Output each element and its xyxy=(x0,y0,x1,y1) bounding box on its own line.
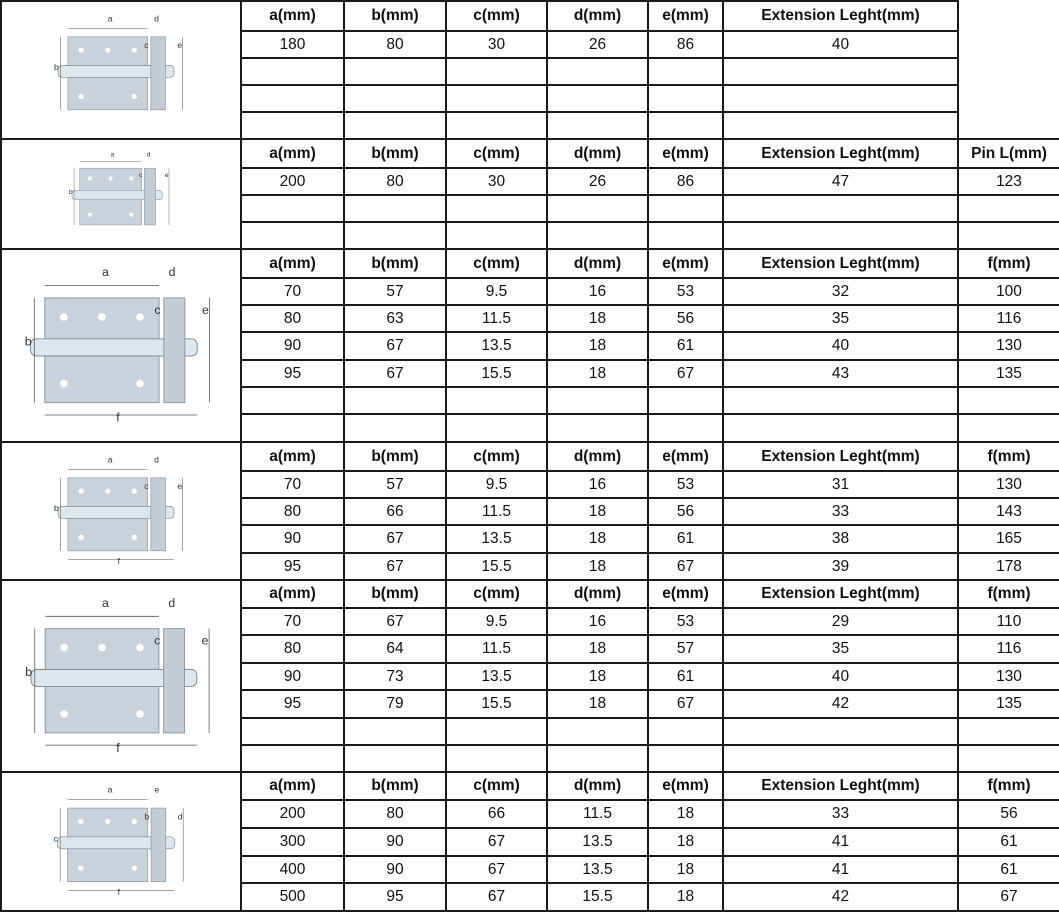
column-header: e(mm) xyxy=(648,249,723,278)
table-cell: 38 xyxy=(723,525,958,553)
table-cell xyxy=(344,718,446,745)
column-header: f(mm) xyxy=(958,772,1059,800)
table-cell xyxy=(547,745,648,772)
table-cell: 90 xyxy=(241,663,344,690)
dimension-label: a xyxy=(107,13,113,24)
table-cell: 15.5 xyxy=(446,690,547,718)
table-cell: 67 xyxy=(344,553,446,580)
table-cell: 143 xyxy=(958,498,1059,525)
table-cell xyxy=(446,414,547,442)
table-cell: 53 xyxy=(648,608,723,635)
table-cell: 86 xyxy=(648,168,723,195)
table-cell: 13.5 xyxy=(446,663,547,690)
column-header: c(mm) xyxy=(446,249,547,278)
table-cell: 42 xyxy=(723,883,958,911)
table-cell: 18 xyxy=(648,828,723,856)
table-cell: 15.5 xyxy=(446,553,547,580)
table-cell xyxy=(446,718,547,745)
table-cell xyxy=(446,745,547,772)
table-cell: 43 xyxy=(723,360,958,387)
dimension-label: c xyxy=(154,633,161,648)
table-cell: 56 xyxy=(648,305,723,332)
latch-product-image xyxy=(1,442,241,580)
table-cell: 18 xyxy=(547,635,648,663)
table-cell: 61 xyxy=(958,828,1059,856)
table-cell: 35 xyxy=(723,635,958,663)
column-header: f(mm) xyxy=(958,580,1059,608)
table-cell: 18 xyxy=(547,690,648,718)
table-cell: 165 xyxy=(958,525,1059,553)
table-cell: 110 xyxy=(958,608,1059,635)
table-cell: 73 xyxy=(344,663,446,690)
table-cell: 11.5 xyxy=(446,498,547,525)
dimension-label: e xyxy=(154,784,160,795)
table-cell: 56 xyxy=(648,498,723,525)
dimension-label: b xyxy=(144,811,150,822)
table-cell xyxy=(241,58,344,85)
table-cell: 18 xyxy=(648,883,723,911)
table-cell: 135 xyxy=(958,690,1059,718)
table-cell: 18 xyxy=(648,800,723,828)
dimension-label: d xyxy=(154,13,159,24)
table-cell: 67 xyxy=(648,553,723,580)
table-cell: 67 xyxy=(344,608,446,635)
table-cell: 42 xyxy=(723,690,958,718)
column-header: b(mm) xyxy=(344,580,446,608)
table-cell xyxy=(723,222,958,249)
table-cell: 16 xyxy=(547,471,648,498)
dimension-label: d xyxy=(146,151,151,159)
dimension-label: a xyxy=(102,595,109,610)
dimension-label: a xyxy=(107,784,113,795)
table-cell xyxy=(547,112,648,139)
table-cell: 61 xyxy=(958,856,1059,883)
table-cell xyxy=(723,387,958,414)
table-cell xyxy=(241,414,344,442)
table-cell: 135 xyxy=(958,360,1059,387)
table-cell: 26 xyxy=(547,31,648,58)
table-cell: 53 xyxy=(648,471,723,498)
table-cell: 31 xyxy=(723,471,958,498)
table-cell xyxy=(344,85,446,112)
column-header: d(mm) xyxy=(547,139,648,168)
spec-table-6 xyxy=(0,771,1059,912)
table-cell: 18 xyxy=(547,663,648,690)
table-cell: 116 xyxy=(958,305,1059,332)
column-header: f(mm) xyxy=(958,249,1059,278)
table-cell: 63 xyxy=(344,305,446,332)
table-cell xyxy=(344,387,446,414)
table-cell xyxy=(723,745,958,772)
table-cell: 13.5 xyxy=(446,525,547,553)
table-cell: 13.5 xyxy=(547,828,648,856)
latch-diagram-icon xyxy=(6,448,236,574)
table-cell: 116 xyxy=(958,635,1059,663)
table-cell xyxy=(446,85,547,112)
dimension-label: c xyxy=(53,833,58,844)
dimension-label: e xyxy=(177,40,183,51)
column-header: d(mm) xyxy=(547,249,648,278)
table-cell: 40 xyxy=(723,332,958,360)
table-cell: 67 xyxy=(958,883,1059,911)
table-cell: 80 xyxy=(241,498,344,525)
table-cell: 64 xyxy=(344,635,446,663)
table-cell: 18 xyxy=(547,553,648,580)
table-cell: 67 xyxy=(344,525,446,553)
table-cell: 95 xyxy=(241,360,344,387)
table-cell xyxy=(958,222,1059,249)
table-cell xyxy=(241,222,344,249)
table-cell: 35 xyxy=(723,305,958,332)
empty-cell xyxy=(958,112,1059,139)
table-cell: 16 xyxy=(547,278,648,305)
table-cell: 95 xyxy=(241,553,344,580)
empty-cell xyxy=(958,58,1059,85)
table-cell xyxy=(723,112,958,139)
column-header: a(mm) xyxy=(241,139,344,168)
table-cell xyxy=(723,195,958,222)
table-cell xyxy=(241,718,344,745)
table-cell xyxy=(344,112,446,139)
dimension-label: a xyxy=(110,151,115,159)
column-header: c(mm) xyxy=(446,1,547,31)
column-header: f(mm) xyxy=(958,442,1059,471)
empty-cell xyxy=(958,31,1059,58)
column-header: e(mm) xyxy=(648,772,723,800)
table-cell xyxy=(547,718,648,745)
table-cell xyxy=(547,222,648,249)
column-header: a(mm) xyxy=(241,442,344,471)
table-cell xyxy=(547,414,648,442)
table-cell: 67 xyxy=(648,360,723,387)
column-header: Extension Leght(mm) xyxy=(723,1,958,31)
column-header: Extension Leght(mm) xyxy=(723,249,958,278)
table-cell xyxy=(648,222,723,249)
table-cell xyxy=(446,222,547,249)
dimension-label: d xyxy=(168,264,176,279)
column-header: d(mm) xyxy=(547,1,648,31)
table-cell xyxy=(958,195,1059,222)
latch-product-image xyxy=(1,772,241,911)
column-header: c(mm) xyxy=(446,772,547,800)
table-cell: 61 xyxy=(648,525,723,553)
table-cell: 9.5 xyxy=(446,471,547,498)
table-cell xyxy=(958,387,1059,414)
column-header: d(mm) xyxy=(547,580,648,608)
column-header: c(mm) xyxy=(446,580,547,608)
table-cell: 80 xyxy=(241,635,344,663)
column-header: b(mm) xyxy=(344,772,446,800)
table-cell: 200 xyxy=(241,168,344,195)
dimension-label: c xyxy=(144,481,149,492)
table-cell xyxy=(723,85,958,112)
table-cell xyxy=(648,414,723,442)
table-cell xyxy=(958,414,1059,442)
dimension-label: b xyxy=(68,189,73,196)
table-cell: 39 xyxy=(723,553,958,580)
table-cell: 41 xyxy=(723,828,958,856)
table-cell: 95 xyxy=(344,883,446,911)
table-cell xyxy=(547,195,648,222)
latch-product-image xyxy=(1,139,241,249)
table-cell: 9.5 xyxy=(446,608,547,635)
table-cell xyxy=(723,718,958,745)
latch-product-image xyxy=(1,580,241,772)
dimension-label: b xyxy=(24,334,32,349)
table-cell: 30 xyxy=(446,168,547,195)
table-cell: 86 xyxy=(648,31,723,58)
table-cell xyxy=(723,58,958,85)
table-cell: 57 xyxy=(648,635,723,663)
table-cell xyxy=(446,387,547,414)
empty-cell xyxy=(958,1,1059,31)
column-header: d(mm) xyxy=(547,442,648,471)
column-header: b(mm) xyxy=(344,1,446,31)
table-cell: 66 xyxy=(344,498,446,525)
table-cell: 18 xyxy=(648,856,723,883)
column-header: Extension Leght(mm) xyxy=(723,772,958,800)
table-cell: 95 xyxy=(241,690,344,718)
table-cell: 9.5 xyxy=(446,278,547,305)
header-row xyxy=(1,580,1059,608)
dimension-label: d xyxy=(168,595,176,610)
table-cell xyxy=(241,112,344,139)
table-cell: 18 xyxy=(547,305,648,332)
dimension-label: b xyxy=(54,503,59,513)
table-cell: 57 xyxy=(344,278,446,305)
table-cell: 33 xyxy=(723,498,958,525)
empty-cell xyxy=(958,85,1059,112)
dimension-label: f xyxy=(116,740,120,755)
table-cell: 30 xyxy=(446,31,547,58)
column-header: Pin L(mm) xyxy=(958,139,1059,168)
table-cell xyxy=(344,58,446,85)
table-cell: 130 xyxy=(958,332,1059,360)
header-row xyxy=(1,442,1059,471)
table-cell: 130 xyxy=(958,663,1059,690)
table-cell xyxy=(547,387,648,414)
table-cell xyxy=(648,58,723,85)
table-cell: 13.5 xyxy=(547,856,648,883)
column-header: b(mm) xyxy=(344,442,446,471)
table-cell: 26 xyxy=(547,168,648,195)
latch-diagram-icon xyxy=(6,7,236,133)
table-cell: 100 xyxy=(958,278,1059,305)
table-cell: 13.5 xyxy=(446,332,547,360)
dimension-label: e xyxy=(201,633,209,648)
table-cell xyxy=(648,195,723,222)
table-cell: 178 xyxy=(958,553,1059,580)
table-cell: 41 xyxy=(723,856,958,883)
table-cell: 80 xyxy=(241,305,344,332)
column-header: a(mm) xyxy=(241,1,344,31)
column-header: b(mm) xyxy=(344,249,446,278)
dimension-label: f xyxy=(117,556,121,567)
table-cell: 200 xyxy=(241,800,344,828)
table-cell: 80 xyxy=(344,168,446,195)
table-cell: 90 xyxy=(344,856,446,883)
latch-diagram-icon xyxy=(6,145,236,243)
dimension-label: c xyxy=(139,171,143,179)
table-cell: 67 xyxy=(446,856,547,883)
dimension-label: a xyxy=(107,454,113,465)
dimension-label: d xyxy=(154,454,159,465)
table-cell: 400 xyxy=(241,856,344,883)
table-cell: 33 xyxy=(723,800,958,828)
table-cell xyxy=(958,718,1059,745)
column-header: e(mm) xyxy=(648,1,723,31)
table-cell: 18 xyxy=(547,498,648,525)
table-cell: 18 xyxy=(547,360,648,387)
column-header: Extension Leght(mm) xyxy=(723,580,958,608)
table-cell xyxy=(344,745,446,772)
table-cell xyxy=(446,112,547,139)
dimension-label: f xyxy=(116,410,120,425)
table-cell xyxy=(547,58,648,85)
header-row xyxy=(1,249,1059,278)
table-cell: 67 xyxy=(648,690,723,718)
table-cell xyxy=(648,85,723,112)
table-cell xyxy=(241,745,344,772)
table-cell xyxy=(241,387,344,414)
column-header: a(mm) xyxy=(241,772,344,800)
table-cell: 79 xyxy=(344,690,446,718)
table-cell: 40 xyxy=(723,31,958,58)
column-header: Extension Leght(mm) xyxy=(723,442,958,471)
column-header: e(mm) xyxy=(648,442,723,471)
table-cell: 180 xyxy=(241,31,344,58)
column-header: a(mm) xyxy=(241,249,344,278)
table-cell xyxy=(648,387,723,414)
spec-table-4 xyxy=(0,441,1059,581)
latch-diagram-icon xyxy=(6,255,236,436)
table-cell: 70 xyxy=(241,608,344,635)
dimension-label: e xyxy=(201,303,209,318)
dimension-label: d xyxy=(177,811,183,822)
table-cell xyxy=(344,222,446,249)
table-cell xyxy=(446,58,547,85)
column-header: b(mm) xyxy=(344,139,446,168)
table-cell xyxy=(241,85,344,112)
table-cell: 90 xyxy=(344,828,446,856)
table-cell xyxy=(241,195,344,222)
header-row xyxy=(1,772,1059,800)
table-cell xyxy=(958,745,1059,772)
dimension-label: f xyxy=(117,886,121,897)
table-cell: 56 xyxy=(958,800,1059,828)
table-cell: 67 xyxy=(446,883,547,911)
table-cell xyxy=(344,195,446,222)
table-cell: 70 xyxy=(241,278,344,305)
table-cell: 32 xyxy=(723,278,958,305)
table-cell: 11.5 xyxy=(446,635,547,663)
table-cell: 11.5 xyxy=(446,305,547,332)
table-cell xyxy=(446,195,547,222)
column-header: Extension Leght(mm) xyxy=(723,139,958,168)
spec-table-2 xyxy=(0,138,1059,250)
table-cell: 130 xyxy=(958,471,1059,498)
table-cell: 67 xyxy=(344,360,446,387)
column-header: c(mm) xyxy=(446,139,547,168)
table-cell: 80 xyxy=(344,800,446,828)
table-cell: 66 xyxy=(446,800,547,828)
table-cell: 90 xyxy=(241,332,344,360)
table-cell xyxy=(547,85,648,112)
table-cell: 300 xyxy=(241,828,344,856)
table-cell xyxy=(344,414,446,442)
table-cell: 61 xyxy=(648,332,723,360)
table-cell: 500 xyxy=(241,883,344,911)
table-cell: 16 xyxy=(547,608,648,635)
latch-diagram-icon xyxy=(6,778,236,905)
table-cell: 53 xyxy=(648,278,723,305)
table-cell xyxy=(723,414,958,442)
table-cell: 123 xyxy=(958,168,1059,195)
table-cell: 47 xyxy=(723,168,958,195)
latch-diagram-icon xyxy=(6,586,236,766)
table-cell: 18 xyxy=(547,525,648,553)
table-cell: 15.5 xyxy=(446,360,547,387)
column-header: c(mm) xyxy=(446,442,547,471)
dimension-label: e xyxy=(164,171,169,179)
table-cell: 57 xyxy=(344,471,446,498)
spec-table-3 xyxy=(0,248,1059,443)
table-cell: 70 xyxy=(241,471,344,498)
column-header: d(mm) xyxy=(547,772,648,800)
dimension-label: b xyxy=(25,665,33,679)
table-cell: 11.5 xyxy=(547,800,648,828)
table-cell: 40 xyxy=(723,663,958,690)
column-header: a(mm) xyxy=(241,580,344,608)
column-header: e(mm) xyxy=(648,139,723,168)
dimension-label: c xyxy=(154,303,161,318)
dimension-label: b xyxy=(54,62,59,72)
table-cell xyxy=(648,745,723,772)
dimension-label: c xyxy=(144,40,149,51)
table-cell: 29 xyxy=(723,608,958,635)
table-cell: 15.5 xyxy=(547,883,648,911)
header-row xyxy=(1,139,1059,168)
table-cell: 61 xyxy=(648,663,723,690)
spec-table-5 xyxy=(0,579,1059,773)
dimension-label: a xyxy=(101,264,109,279)
table-cell: 80 xyxy=(344,31,446,58)
header-row xyxy=(1,1,1059,31)
table-cell xyxy=(648,718,723,745)
column-header: e(mm) xyxy=(648,580,723,608)
dimension-label: e xyxy=(177,481,183,492)
latch-product-image xyxy=(1,249,241,442)
table-cell: 67 xyxy=(446,828,547,856)
table-cell: 90 xyxy=(241,525,344,553)
spec-table-1 xyxy=(0,0,1059,140)
latch-product-image xyxy=(1,1,241,139)
table-cell: 18 xyxy=(547,332,648,360)
table-cell xyxy=(648,112,723,139)
table-cell: 67 xyxy=(344,332,446,360)
